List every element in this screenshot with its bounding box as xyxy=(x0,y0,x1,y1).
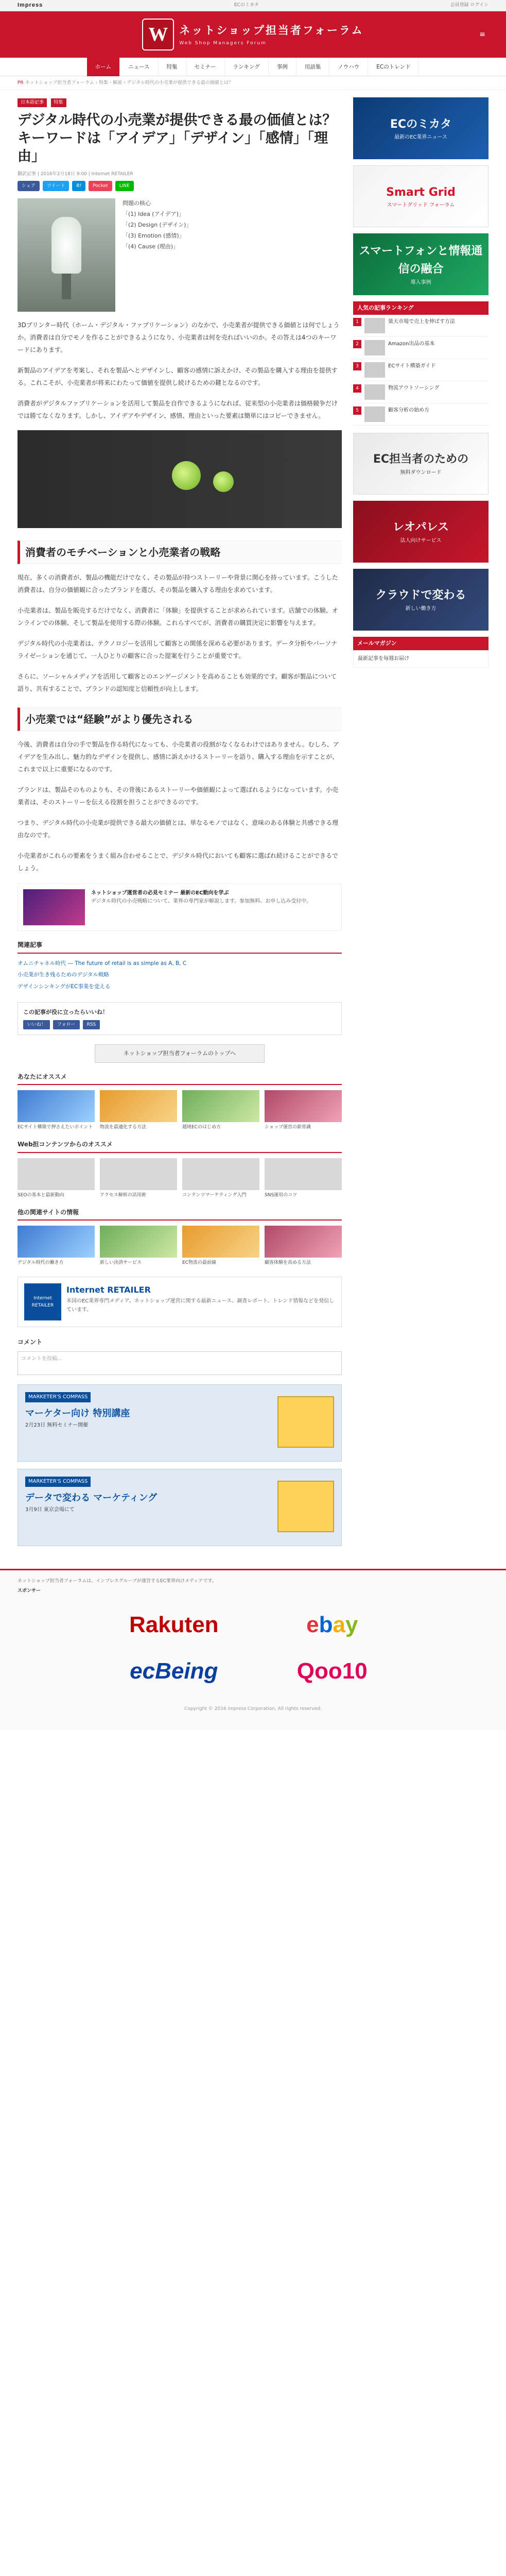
promo-title: データで変わる マーケティング xyxy=(25,1493,158,1504)
nav-item[interactable]: セミナー xyxy=(186,58,225,76)
rec-card[interactable] xyxy=(18,1158,95,1199)
photo-lamp-shape xyxy=(51,217,81,274)
rec-text: 顧客体験を高める方法 xyxy=(265,1260,311,1266)
banner-title: レオパレス xyxy=(393,521,449,534)
article-main xyxy=(18,97,342,1553)
top-strip-center[interactable]: ECのミカタ xyxy=(234,3,259,8)
promo-tag: MARKETER'S COMPASS xyxy=(25,1392,91,1402)
related-link[interactable]: デザインシンキングがEC事業を変える xyxy=(18,984,111,990)
sidebar-banner[interactable] xyxy=(353,165,488,227)
promo-subtitle: 2月23日 無料セミナー開催 xyxy=(25,1422,89,1428)
rss-button[interactable]: RSS xyxy=(83,1020,100,1029)
breadcrumb-text[interactable]: ネットショップ担当者フォーラム › 特集・解説 › デジタル時代の小売業が提供できる最の価値とは？ xyxy=(25,80,233,86)
author-name[interactable]: Internet RETAILER xyxy=(66,1284,151,1295)
ad-title: ネットショップ運営者の必見セミナー 最新のEC動向を学ぶ xyxy=(91,890,229,896)
rec-card[interactable] xyxy=(182,1226,259,1266)
rec-thumbnail xyxy=(265,1226,342,1258)
rec-text: デジタル時代の働き方 xyxy=(18,1260,64,1266)
related-link[interactable]: オムニチャネル時代 ― The future of retail is as simple as A, B, C xyxy=(18,960,187,967)
follow-button[interactable]: フォロー xyxy=(53,1020,80,1029)
author-avatar: Internet RETAILER xyxy=(24,1283,61,1320)
body-paragraph: さらに、ソーシャルメディアを活用して顧客とのエンゲージメントを高めることも効果的です。顧客が製品について語り、共有することで、ブランドの認知度と信頼性が向上します。 xyxy=(18,673,337,693)
ebay-letter: a xyxy=(333,1612,345,1637)
banner-subtitle: スマートグリッド フォーラム xyxy=(387,202,455,208)
ranking-item[interactable] xyxy=(353,403,488,426)
rec-text: SNS運用のコツ xyxy=(265,1192,298,1198)
author-description: 米国のEC業界専門メディア。ネットショップ運営に関する最新ニュース、調査レポート、トレンド情報などを発信しています。 xyxy=(66,1298,335,1313)
inline-ad[interactable] xyxy=(18,884,342,931)
banner-title: クラウドで変わる xyxy=(375,589,466,602)
rank-thumbnail xyxy=(364,362,385,378)
nav-item[interactable]: ECのトレンド xyxy=(368,58,419,76)
rec-card[interactable] xyxy=(182,1158,259,1199)
lead-keyword-list xyxy=(123,198,191,312)
article-photo xyxy=(18,430,342,528)
follow-title: この記事が役に立ったらいいね！ xyxy=(23,1009,108,1016)
photo-object xyxy=(172,461,201,490)
ebay-letter: e xyxy=(306,1612,319,1637)
lead-keyword: 「(4) Cause (理由)」 xyxy=(123,243,179,250)
site-logo[interactable] xyxy=(142,19,363,50)
share-bar xyxy=(18,181,342,191)
rec-card[interactable] xyxy=(265,1090,342,1131)
like-button[interactable]: いいね！ xyxy=(23,1020,50,1029)
ebay-letter: y xyxy=(345,1612,358,1637)
banner-title: EC担当者のための xyxy=(373,453,469,466)
banner-subtitle: 無料ダウンロード xyxy=(400,469,442,476)
body-paragraph: 小売業者は、製品を販売するだけでなく、消費者に「体験」を提供することが求められています。店舗での体験、オンラインでの体験、そして製品を使用する際の体験。これらすべてが、消費者の購買決定に影響を与えます。 xyxy=(18,607,338,627)
rec-card[interactable] xyxy=(100,1226,177,1266)
rank-number: 1 xyxy=(353,318,361,326)
nav-item[interactable]: ノウハウ xyxy=(329,58,368,76)
body-paragraph: 今後、消費者は自分の手で製品を作る時代になっても、小売業者の役割がなくなるわけではありません。むしろ、アイデアを生み出し、魅力的なデザインを提供し、感情に訴えかけるストーリーを語り、購入する理由を示すことが、これまで以上に重要になるのです。 xyxy=(18,741,339,773)
site-header xyxy=(0,11,506,58)
sidebar-banner[interactable] xyxy=(353,433,488,495)
ranking-box xyxy=(353,301,488,426)
related-articles xyxy=(18,940,342,993)
top-page-button[interactable]: ネットショップ担当者フォーラムのトップへ xyxy=(95,1044,265,1063)
rec-card[interactable] xyxy=(18,1226,95,1266)
nav-item[interactable]: ランキング xyxy=(225,58,269,76)
ranking-item[interactable] xyxy=(353,315,488,337)
body-paragraph: 現在、多くの消費者が、製品の機能だけでなく、その製品が持つストーリーや背景に関心を持っています。こうした消費者は、自分の価値観に合ったブランドを選び、その製品を購入する理由を求めています。 xyxy=(18,574,338,594)
category-tag[interactable]: 日本語記事 xyxy=(18,98,47,107)
photo-object xyxy=(213,471,234,492)
body-paragraph: 消費者がデジタルファブリケーションを活用して製品を自作できるようになれば、従来型の小売業者は価格競争だけでは勝てなくなります。しかし、アイデアやデザイン、感情、理由といった要素は簡単にはコピーできません。 xyxy=(18,400,338,420)
facebook-share-button[interactable]: シェア xyxy=(18,181,40,191)
newsletter-box[interactable] xyxy=(353,637,488,668)
main-nav xyxy=(0,58,506,76)
rec-card[interactable] xyxy=(265,1226,342,1266)
ranking-item[interactable] xyxy=(353,359,488,381)
section-heading: 小売業では“経験”がより優先される xyxy=(18,707,342,731)
nav-item[interactable]: 用語集 xyxy=(296,58,330,76)
ranking-item[interactable] xyxy=(353,381,488,403)
nav-item[interactable]: ニュース xyxy=(120,58,158,76)
rec-thumbnail xyxy=(182,1158,259,1190)
rec-text: EC物流の最前線 xyxy=(182,1260,216,1266)
comment-input[interactable]: コメントを投稿... xyxy=(18,1351,342,1375)
pocket-button[interactable]: Pocket xyxy=(89,181,112,191)
logo-mark: W xyxy=(142,19,174,50)
rec-thumbnail xyxy=(100,1158,177,1190)
article-headline: デジタル時代の小売業が提供できる最の価値とは？ キーワードは「アイデア」「デザイン」「感情」「理由」 xyxy=(18,112,337,164)
rec-card[interactable] xyxy=(265,1158,342,1199)
ebay-logo[interactable] xyxy=(258,1607,407,1643)
rank-number: 3 xyxy=(353,362,361,370)
ad-thumbnail xyxy=(23,889,85,925)
pr-label: PR xyxy=(18,80,24,86)
rec-thumbnail xyxy=(265,1158,342,1190)
promo-graphic xyxy=(277,1481,334,1532)
body-paragraph: ブランドは、製品そのものよりも、その背後にあるストーリーや価値観によって選ばれるようになっています。小売業者は、そのストーリーを伝える役割を担うことができるのです。 xyxy=(18,786,339,806)
rec-text: ECサイト構築で押さえたいポイント xyxy=(18,1124,93,1130)
rec-thumbnail xyxy=(182,1226,259,1258)
rec-thumbnail xyxy=(265,1090,342,1122)
banner-title: スマートフォンと情報通信の融合 xyxy=(359,245,483,276)
rec-card[interactable] xyxy=(100,1158,177,1199)
body-paragraph: つまり、デジタル時代の小売業が提供できる最大の価値とは、単なるモノではなく、意味のある体験と共感できる理由なのです。 xyxy=(18,819,339,839)
rec-text: 物流を最適化する方法 xyxy=(100,1124,147,1130)
category-tag[interactable]: 特集 xyxy=(51,98,66,107)
newsletter-subtitle: 最新記事を毎週お届け xyxy=(353,650,488,668)
promo-graphic xyxy=(277,1396,334,1448)
others-title: 他の関連サイトの情報 xyxy=(18,1208,342,1221)
rec-text: 新しい決済サービス xyxy=(100,1260,142,1266)
sidebar-banner[interactable] xyxy=(353,233,488,295)
rank-text: 物流アウトソーシング xyxy=(388,385,440,391)
body-paragraph: 小売業者がこれらの要素をうまく組み合わせることで、デジタル時代においても顧客に選ばれ続けることができるでしょう。 xyxy=(18,852,338,872)
sponsors-title: スポンサー xyxy=(18,1588,41,1594)
rank-thumbnail xyxy=(364,406,385,422)
related-link[interactable]: 小売業が生き残るためのデジタル戦略 xyxy=(18,972,109,978)
ad-description: デジタル時代の小売戦略について、業界の専門家が解説します。参加無料、お申し込み受付中。 xyxy=(91,899,312,905)
rec-thumbnail xyxy=(18,1226,95,1258)
rank-number: 2 xyxy=(353,340,361,348)
rec-thumbnail xyxy=(18,1090,95,1122)
logo-title-en: Web Shop Managers Forum xyxy=(179,40,267,46)
banner-subtitle: 新しい働き方 xyxy=(405,605,437,612)
banner-subtitle: 法人向けサービス xyxy=(400,537,442,544)
body-paragraph: 3Dプリンター時代（ホーム・デジタル・ファブリケーション）のなかで、小売業者が提供できる価値とは何でしょうか。消費者は自分でモノを作ることができるようになり、小売業者は何を売ればいいのか。その答えは4つのキーワードにあります。 xyxy=(18,321,340,354)
lead-keyword: 問題の核心 xyxy=(123,200,151,207)
lead-keyword: 「(2) Design (デザイン)」 xyxy=(123,222,192,229)
banner-subtitle: 最新のEC業界ニュース xyxy=(394,134,447,140)
hatena-bookmark-button[interactable]: B! xyxy=(72,181,85,191)
copyright: Copyright © 2016 Impress Corporation. All rights reserved. xyxy=(184,1706,322,1711)
impress-brand[interactable]: Impress xyxy=(18,2,43,8)
qoo10-logo[interactable]: Qoo10 xyxy=(296,1658,368,1684)
lead-keyword: 「(3) Emotion (感情)」 xyxy=(123,232,185,240)
rec-text: ショップ運営の新常識 xyxy=(265,1124,311,1130)
banner-subtitle: 導入事例 xyxy=(410,279,431,285)
author-box xyxy=(18,1277,342,1327)
logo-title-jp: ネットショップ担当者フォーラム xyxy=(179,24,364,37)
sidebar-banner[interactable] xyxy=(353,569,488,631)
twitter-share-button[interactable]: ツイート xyxy=(43,181,69,191)
lead-photo xyxy=(18,198,115,312)
sponsor-logos xyxy=(18,1597,488,1700)
promo-banner[interactable] xyxy=(18,1469,342,1546)
rec-thumbnail xyxy=(182,1090,259,1122)
lead-section xyxy=(18,198,342,312)
article-meta: 翻訳記事 | 2016年2月18日 9:00 | Internet RETAILER xyxy=(18,172,133,177)
line-share-button[interactable]: LINE xyxy=(115,181,134,191)
sidebar-banner[interactable] xyxy=(353,97,488,159)
rec-card[interactable] xyxy=(182,1090,259,1131)
body-paragraph: 新製品のアイデアを考案し、それを製品へとデザインし、顧客の感情に訴えかけ、その製品を購入する理由を提供する。これこそが、小売業者が将来にわたって価値を提供し続けるための鍵となるのです。 xyxy=(18,367,338,387)
ranking-title: 人気の記事ランキング xyxy=(353,301,488,315)
body-paragraph: デジタル時代の小売業者は、テクノロジーを活用して顧客との関係を深める必要があります。データ分析やパーソナライゼーションを通じて、一人ひとりの顧客に合った提案を行うことが重要です。 xyxy=(18,640,338,660)
top-strip xyxy=(0,0,506,11)
rank-thumbnail xyxy=(364,340,385,355)
recommendations xyxy=(18,1072,342,1266)
rank-thumbnail xyxy=(364,318,385,333)
footer-note: ネットショップ担当者フォーラムは、インプレスグループが運営するEC業界向けメディアです。 xyxy=(18,1579,217,1584)
rank-thumbnail xyxy=(364,384,385,400)
rec-thumbnail xyxy=(100,1226,177,1258)
top-strip-right[interactable]: 会員登録 ログイン xyxy=(450,3,488,8)
comment-title: コメント xyxy=(18,1338,43,1346)
rank-text: Amazon出品の基本 xyxy=(388,341,435,347)
ebay-letter: b xyxy=(319,1612,333,1637)
ranking-item[interactable] xyxy=(353,337,488,359)
rank-text: 楽天市場で売上を伸ばす方法 xyxy=(388,318,455,325)
banner-title: ECのミカタ xyxy=(390,117,452,131)
photo-stand-shape xyxy=(62,274,71,299)
nav-item[interactable]: 特集 xyxy=(159,58,186,76)
sidebar-banner[interactable] xyxy=(353,501,488,563)
rec-card[interactable] xyxy=(100,1090,177,1131)
related-title: 関連記事 xyxy=(18,940,342,953)
rank-text: 顧客分析の始め方 xyxy=(388,407,429,413)
ecbeing-logo[interactable]: ecBeing xyxy=(130,1658,218,1684)
newsletter-title: メールマガジン xyxy=(353,637,488,650)
rec-text: 越境ECのはじめ方 xyxy=(182,1124,221,1130)
rec-text: コンテンツマーケティング入門 xyxy=(182,1192,247,1198)
rec-card[interactable] xyxy=(18,1090,95,1131)
web-recs-title: Web担コンテンツからのオススメ xyxy=(18,1140,342,1153)
sidebar xyxy=(353,97,488,1553)
breadcrumb xyxy=(0,76,506,90)
section-heading: 消費者のモチベーションと小売業者の戦略 xyxy=(18,540,342,564)
nav-item[interactable]: ホーム xyxy=(87,58,120,76)
footer xyxy=(0,1569,506,1730)
rec-text: SEOの基本と最新動向 xyxy=(18,1192,64,1198)
menu-icon[interactable]: ≡ xyxy=(479,30,485,39)
promo-subtitle: 3月9日 東京会場にて xyxy=(25,1506,75,1513)
nav-item[interactable]: 事例 xyxy=(269,58,296,76)
lead-keyword: 「(1) Idea (アイデア)」 xyxy=(123,211,184,218)
banner-title: Smart Grid xyxy=(386,185,456,199)
promo-tag: MARKETER'S COMPASS xyxy=(25,1477,91,1487)
rec-text: アクセス解析の活用術 xyxy=(100,1192,146,1198)
rank-text: ECサイト構築ガイド xyxy=(388,363,436,369)
promo-title: マーケター向け 特別講座 xyxy=(25,1408,130,1419)
rank-number: 5 xyxy=(353,406,361,415)
rank-number: 4 xyxy=(353,384,361,393)
recs-title: あなたにオススメ xyxy=(18,1072,342,1085)
rec-thumbnail xyxy=(18,1158,95,1190)
follow-box xyxy=(18,1002,342,1035)
rakuten-logo[interactable]: Rakuten xyxy=(129,1612,219,1637)
rec-thumbnail xyxy=(100,1090,177,1122)
promo-banner[interactable] xyxy=(18,1384,342,1462)
